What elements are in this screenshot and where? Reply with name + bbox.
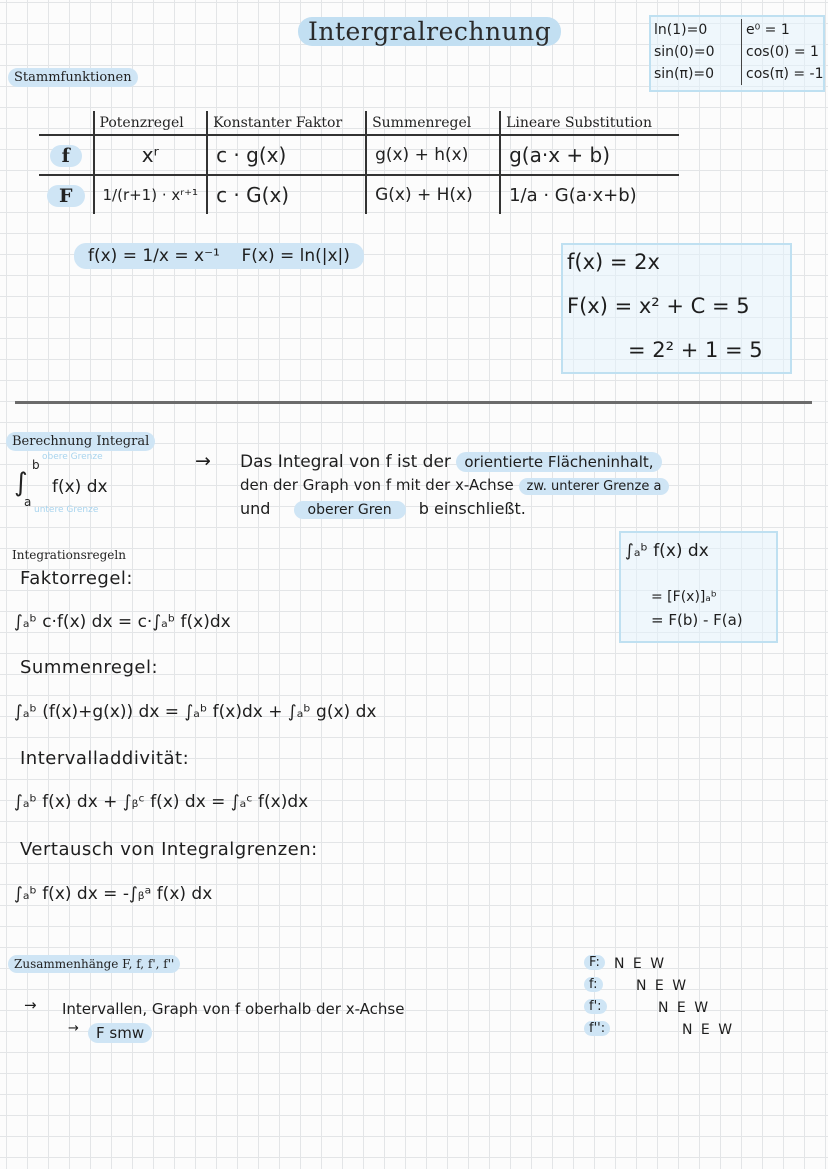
- special-value: sin(0)=0: [654, 44, 715, 60]
- definition-text: Das Integral von f ist der: [240, 452, 451, 472]
- table-cell: c · g(x): [207, 135, 366, 175]
- section-label-berechnung: Berechnung Integral: [6, 432, 155, 451]
- table-cell: 1/a · G(a·x+b): [500, 175, 679, 214]
- rule-name: Faktorregel:: [20, 568, 133, 589]
- arrow-icon: →: [24, 996, 37, 1014]
- rule-formula: ∫ₐᵇ (f(x)+g(x)) dx = ∫ₐᵇ f(x)dx + ∫ₐᵇ g(x) dx: [14, 702, 377, 722]
- definition-text: b einschließt.: [418, 499, 526, 518]
- integral-upper-label: b: [32, 458, 40, 472]
- table-header: Potenzregel: [94, 111, 208, 135]
- formula-line: ∫ₐᵇ f(x) dx: [625, 541, 709, 561]
- stammfunktionen-table: [39, 111, 679, 214]
- note-highlight: F smw: [88, 1023, 152, 1043]
- definition-highlight: oberer Gren: [294, 501, 406, 519]
- rule-name: Intervalladdivität:: [20, 748, 190, 769]
- table-cell: g(a·x + b): [500, 135, 679, 175]
- definition-line: [240, 476, 669, 494]
- section-label-integrationsregeln: Integrationsregeln: [12, 548, 126, 562]
- table-cell: g(x) + h(x): [366, 135, 500, 175]
- rule-formula: ∫ₐᵇ f(x) dx = -∫ᵦᵃ f(x) dx: [14, 884, 213, 904]
- integral-lower-label: a: [24, 495, 32, 509]
- definition-text: und: [240, 499, 271, 518]
- special-value: sin(π)=0: [654, 66, 715, 82]
- integral-expression: f(x) dx: [52, 477, 108, 497]
- table-header: Konstanter Faktor: [207, 111, 366, 135]
- definition-highlight: zw. unterer Grenze a: [519, 478, 670, 495]
- obere-grenze-label: obere Grenze: [42, 452, 103, 462]
- new-label: F:: [584, 955, 605, 970]
- formula-line: = [F(x)]ₐᵇ: [651, 589, 717, 605]
- table-header: Lineare Substitution: [500, 111, 679, 135]
- rule-name: Vertausch von Integralgrenzen:: [20, 839, 318, 860]
- special-values-divider: [741, 19, 742, 85]
- example-line: = 2² + 1 = 5: [628, 338, 763, 362]
- new-letters: N E W: [636, 978, 689, 994]
- formula-line: = F(b) - F(a): [651, 611, 743, 629]
- special-case-ln: f(x) = 1/x = x⁻¹ F(x) = ln(|x|): [74, 243, 364, 269]
- table-header-empty: [39, 111, 94, 135]
- note-line: Intervallen, Graph von f oberhalb der x-Achse: [62, 1000, 405, 1018]
- new-letters: N E W: [614, 956, 667, 972]
- new-letters: N E W: [658, 1000, 711, 1016]
- special-value: e⁰ = 1: [746, 22, 790, 38]
- special-value: cos(π) = -1: [746, 66, 824, 82]
- section-label-zusammenhaenge: Zusammenhänge F, f, f', f'': [8, 955, 180, 973]
- new-label: f:: [584, 977, 603, 992]
- definition-line: [240, 499, 526, 518]
- special-value: cos(0) = 1: [746, 44, 819, 60]
- row-label-f: f: [39, 135, 94, 175]
- example-line: F(x) = x² + C = 5: [567, 294, 750, 318]
- table-cell: G(x) + H(x): [366, 175, 500, 214]
- new-label: f'':: [584, 1021, 610, 1036]
- definition-line: [240, 452, 662, 472]
- new-label: f':: [584, 999, 607, 1014]
- section-label-stammfunktionen: Stammfunktionen: [8, 68, 138, 87]
- definition-highlight: orientierte Flächeninhalt,: [456, 452, 661, 472]
- special-value: ln(1)=0: [654, 22, 708, 38]
- table-header: Summenregel: [366, 111, 500, 135]
- example-line: f(x) = 2x: [567, 250, 660, 274]
- table-cell: c · G(x): [207, 175, 366, 214]
- rule-formula: ∫ₐᵇ f(x) dx + ∫ᵦᶜ f(x) dx = ∫ₐᶜ f(x)dx: [14, 792, 309, 812]
- table-cell: xʳ: [94, 135, 208, 175]
- section-divider: [15, 401, 812, 404]
- table-cell: 1/(r+1) · xʳ⁺¹: [94, 175, 208, 214]
- row-label-F: F: [39, 175, 94, 214]
- integral-sign-icon: ∫: [14, 468, 28, 498]
- page-title: Intergralrechnung: [298, 17, 561, 46]
- rule-formula: ∫ₐᵇ c·f(x) dx = c·∫ₐᵇ f(x)dx: [14, 612, 231, 632]
- arrow-icon: →: [68, 1021, 79, 1036]
- new-letters: N E W: [682, 1022, 735, 1038]
- rule-name: Summenregel:: [20, 657, 159, 678]
- definition-text: den der Graph von f mit der x-Achse: [240, 476, 514, 494]
- untere-grenze-label: untere Grenze: [34, 505, 99, 515]
- arrow-icon: →: [195, 450, 211, 472]
